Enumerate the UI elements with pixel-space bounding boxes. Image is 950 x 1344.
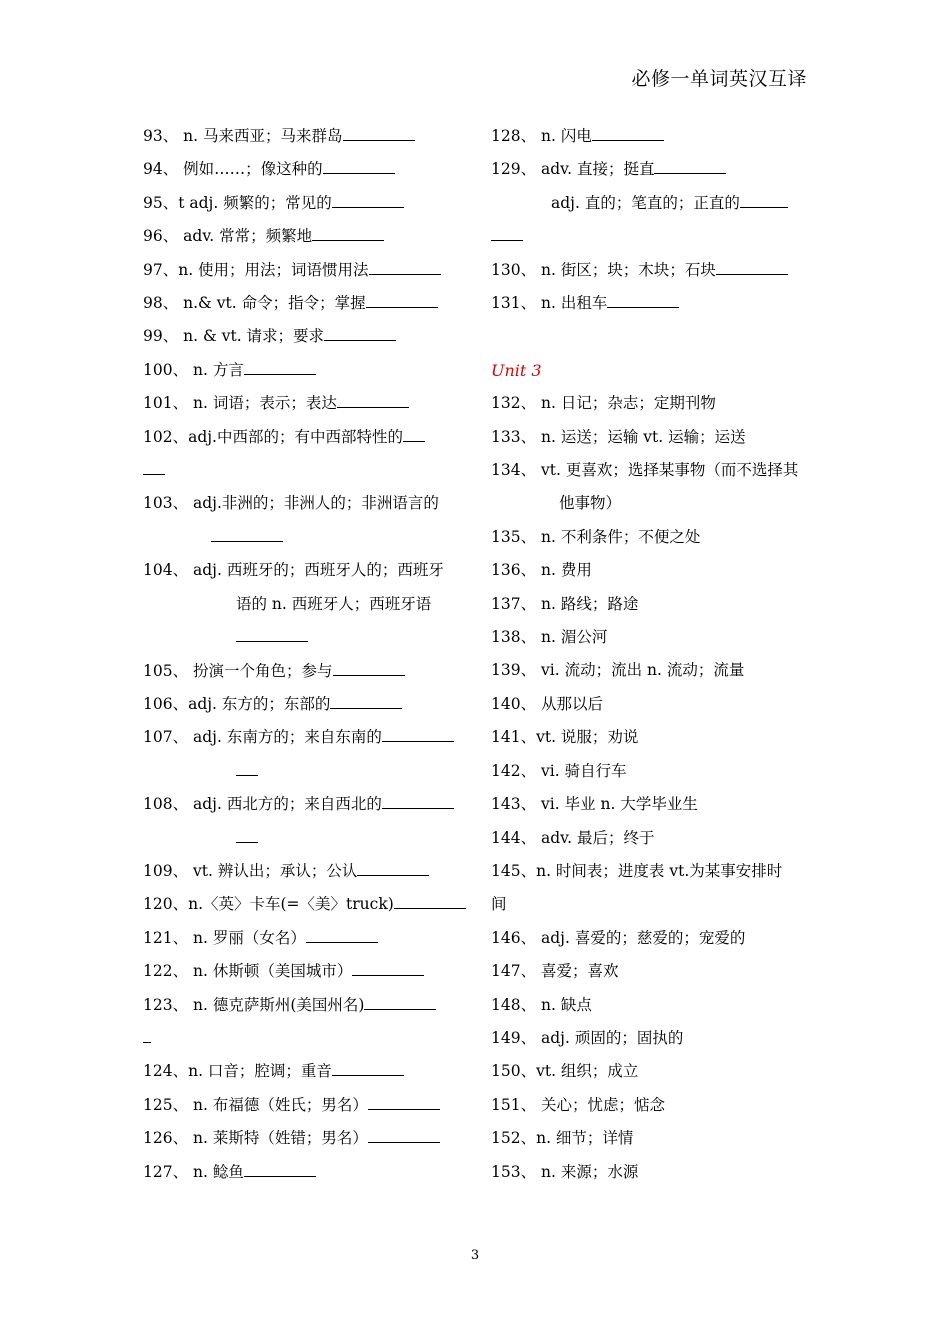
answer-blank	[330, 692, 402, 709]
unit-heading: Unit 3	[491, 360, 542, 380]
vocab-entry-138: 138、 n. 湄公河	[491, 628, 608, 647]
answer-blank	[337, 392, 409, 409]
vocab-entry-103-cont	[143, 521, 461, 554]
vocab-entry-124: 124、n. 口音；腔调；重音	[143, 1055, 461, 1088]
page-number: 3	[470, 1248, 480, 1263]
vocab-entry-151: 151、 关心；忧虑；惦念	[491, 1095, 666, 1114]
vocab-entry-137: 137、 n. 路线；路途	[491, 594, 639, 613]
answer-blank	[403, 425, 425, 442]
vocab-entry-131: 131、 n. 出租车	[491, 287, 811, 320]
vocab-entry-104: 104、 adj. 西班牙的；西班牙人的；西班牙	[143, 561, 444, 580]
vocab-entry-96: 96、 adv. 常常；频繁地	[143, 220, 461, 253]
vocab-entry-106: 106、adj. 东方的；东部的	[143, 688, 461, 721]
vocab-entry-107: 107、 adj. 东南方的；来自东南的	[143, 721, 461, 754]
answer-blank	[368, 1093, 440, 1110]
vocab-entry-125: 125、 n. 布福德（姓氏；男名）	[143, 1089, 461, 1122]
answer-blank	[592, 125, 664, 142]
vocab-entry-108: 108、 adj. 西北方的；来自西北的	[143, 788, 461, 821]
answer-blank	[244, 1160, 316, 1177]
vocab-entry-109: 109、 vt. 辨认出；承认；公认	[143, 855, 461, 888]
vocab-entry-129-adj: adj. 直的；笔直的；正直的	[491, 187, 811, 220]
vocab-entry-147: 147、 喜爱；喜欢	[491, 962, 619, 981]
answer-blank	[366, 292, 438, 309]
vocab-entry-133: 133、 n. 运送；运输 vt. 运输；运送	[491, 427, 746, 446]
vocab-entry-122: 122、 n. 休斯顿（美国城市）	[143, 955, 461, 988]
vocab-entry-99: 99、 n. & vt. 请求；要求	[143, 320, 461, 353]
answer-blank	[143, 459, 165, 476]
answer-blank	[740, 191, 788, 208]
vocab-entry-126: 126、 n. 莱斯特（姓错；男名）	[143, 1122, 461, 1155]
vocab-entry-139: 139、 vi. 流动；流出 n. 流动；流量	[491, 661, 745, 680]
vocab-entry-134: 134、 vt. 更喜欢；选择某事物（而不选择其	[491, 461, 799, 480]
answer-blank	[244, 358, 316, 375]
page-header-title: 必修一单词英汉互译	[631, 68, 807, 90]
answer-blank	[312, 225, 384, 242]
vocab-entry-145-cont: 间	[491, 895, 507, 914]
vocab-entry-144: 144、 adv. 最后；终于	[491, 828, 655, 847]
vocab-entry-95: 95、t adj. 频繁的；常见的	[143, 187, 461, 220]
answer-blank	[364, 993, 436, 1010]
vocab-entry-100: 100、 n. 方言	[143, 354, 461, 387]
answer-blank	[343, 125, 415, 142]
answer-blank	[236, 626, 308, 643]
vocab-entry-148: 148、 n. 缺点	[491, 995, 592, 1014]
vocab-entry-97: 97、n. 使用；用法；词语惯用法	[143, 254, 461, 287]
vocab-entry-104-cont: 语的 n. 西班牙人；西班牙语	[236, 594, 432, 613]
vocab-entry-145: 145、n. 时间表；进度表 vt.为某事安排时	[491, 861, 783, 880]
vocab-entry-143: 143、 vi. 毕业 n. 大学毕业生	[491, 795, 698, 814]
vocab-entry-127: 127、 n. 鲶鱼	[143, 1156, 461, 1189]
vocab-entry-123-cont	[143, 1022, 461, 1055]
vocab-entry-128: 128、 n. 闪电	[491, 120, 811, 153]
answer-blank	[236, 826, 258, 843]
answer-blank	[143, 1026, 151, 1043]
answer-blank	[382, 793, 454, 810]
answer-blank	[306, 926, 378, 943]
answer-blank	[357, 859, 429, 876]
vocab-entry-107-cont	[143, 755, 461, 788]
vocab-entry-94: 94、 例如……；像这种的	[143, 153, 461, 186]
answer-blank	[332, 1060, 404, 1077]
answer-blank	[369, 258, 441, 275]
answer-blank	[491, 225, 523, 242]
vocab-entry-142: 142、 vi. 骑自行车	[491, 761, 627, 780]
vocab-entry-104-blank	[143, 621, 461, 654]
vocab-entry-129: 129、 adv. 直接；挺直	[491, 153, 811, 186]
answer-blank	[332, 191, 404, 208]
answer-blank	[654, 158, 726, 175]
answer-blank	[324, 325, 396, 342]
answer-blank	[236, 759, 258, 776]
vocab-entry-105: 105、 扮演一个角色；参与	[143, 655, 461, 688]
vocab-entry-136: 136、 n. 费用	[491, 561, 592, 580]
vocab-entry-103: 103、 adj.非洲的；非洲人的；非洲语言的	[143, 494, 439, 513]
answer-blank	[323, 158, 395, 175]
vocab-entry-123: 123、 n. 德克萨斯州(美国州名)	[143, 989, 461, 1022]
vocab-entry-135: 135、 n. 不利条件；不便之处	[491, 527, 701, 546]
vocab-entry-140: 140、 从那以后	[491, 694, 604, 713]
vocab-entry-149: 149、 adj. 顽固的；固执的	[491, 1028, 684, 1047]
answer-blank	[368, 1127, 440, 1144]
answer-blank	[333, 659, 405, 676]
vocab-column-right	[491, 120, 811, 1189]
answer-blank	[394, 893, 466, 910]
vocab-entry-153: 153、 n. 来源；水源	[491, 1162, 639, 1181]
answer-blank	[716, 258, 788, 275]
vocab-column-left	[143, 120, 461, 1189]
vocab-entry-102: 102、adj.中西部的；有中西部特性的	[143, 421, 461, 454]
vocab-entry-150: 150、vt. 组织；成立	[491, 1062, 639, 1081]
vocab-entry-102-cont	[143, 454, 461, 487]
vocab-entry-108-cont	[143, 822, 461, 855]
vocab-entry-141: 141、vt. 说服；劝说	[491, 728, 639, 747]
vocab-entry-101: 101、 n. 词语；表示；表达	[143, 387, 461, 420]
vocab-entry-129-cont	[491, 220, 811, 253]
vocab-entry-121: 121、 n. 罗丽（女名）	[143, 922, 461, 955]
vocab-entry-132: 132、 n. 日记；杂志；定期刊物	[491, 394, 716, 413]
vocab-entry-146: 146、 adj. 喜爱的；慈爱的；宠爱的	[491, 928, 746, 947]
vocab-entry-152: 152、n. 细节；详情	[491, 1129, 634, 1148]
answer-blank	[211, 525, 283, 542]
vocab-entry-98: 98、 n.& vt. 命令；指令；掌握	[143, 287, 461, 320]
answer-blank	[382, 726, 454, 743]
answer-blank	[352, 960, 424, 977]
vocab-entry-134-cont: 他事物）	[559, 494, 622, 513]
vocab-entry-93: 93、 n. 马来西亚；马来群岛	[143, 120, 461, 153]
vocab-entry-120: 120、n.〈英〉卡车(=〈美〉truck)	[143, 888, 461, 921]
answer-blank	[607, 292, 679, 309]
vocab-entry-130: 130、 n. 街区；块；木块；石块	[491, 254, 811, 287]
